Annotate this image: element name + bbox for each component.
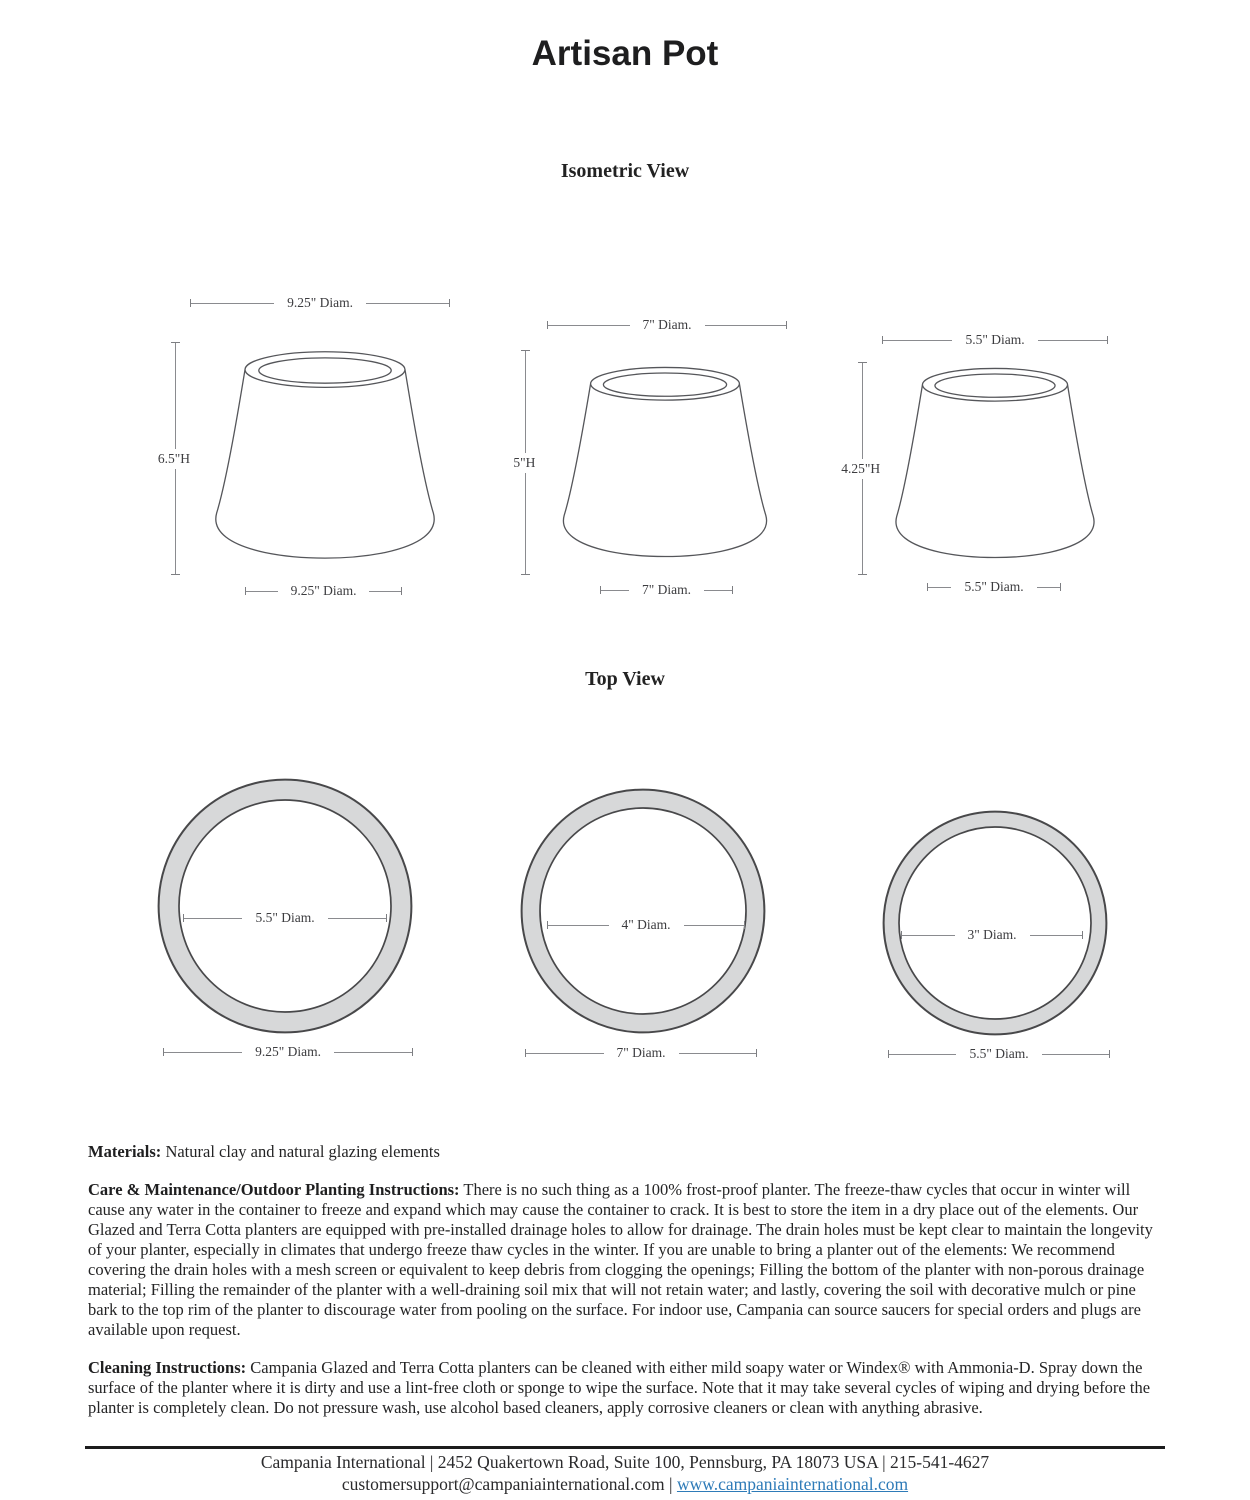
dimension-tick — [1082, 931, 1083, 939]
top-diameter-label: 7" Diam. — [642, 317, 692, 332]
inner-diameter-label: 3" Diam. — [967, 927, 1017, 942]
top-diameter-dimension — [882, 333, 1108, 347]
top-view-figure-small — [882, 810, 1108, 1070]
dimension-tick — [1107, 336, 1108, 344]
care-maintenance-text: There is no such thing as a 100% frost-proof planter. The freeze-thaw cycles that occur in winter will cause any water in the container to freeze and expand which may cause the container to crack. It is best to store the item in a dry place out of the elements. Our Glazed and Terra Cotta planters are equipped with pre-installed drainage holes to allow for drainage. The drain holes must be kept clear to maintain the longevity of your planter, especially in climates that undergo freeze thaw cycles in the winter. If you are unable to bring a planter out of the elements: We recommend covering the drain holes with a mesh screen or equivalent to keep debris from clogging the openings; Filling the bottom of the planter with non-porous drainage material; Filling the remainder of the planter with a well-draining soil mix that will not retain water; and lastly, covering the soil with decorative mulch or pine bark to the top rim of the planter to discourage water from pooling on the surface. For indoor use, Campania can source saucers for special orders and plugs are available upon request. — [88, 1180, 1153, 1339]
dimension-tick — [756, 1049, 757, 1057]
pot-top-view-drawing — [520, 788, 766, 1034]
dimension-cap — [858, 574, 867, 575]
pot-top-view-drawing — [157, 778, 413, 1034]
footer-separator: | — [669, 1474, 673, 1494]
bottom-diameter-label: 9.25" Diam. — [290, 583, 357, 598]
dimension-line — [328, 918, 386, 919]
footer-contact-line — [0, 1474, 1250, 1495]
dimension-line — [526, 1053, 604, 1054]
top-diameter-label: 5.5" Diam. — [965, 332, 1025, 347]
inner-diameter-dimension — [183, 911, 387, 925]
footer-email: customersupport@campaniainternational.com — [341, 1474, 665, 1494]
isometric-view-heading: Isometric View — [560, 160, 690, 182]
dimension-line — [369, 591, 401, 592]
top-view-figure-large — [157, 778, 413, 1068]
footer-website-link[interactable]: www.campaniainternational.com — [676, 1474, 909, 1494]
height-dimension — [157, 342, 191, 575]
height-label: 4.25"H — [838, 459, 883, 479]
top-diameter-dimension — [547, 318, 787, 332]
iso-pot-figure-small — [841, 332, 1135, 598]
dimension-tick — [1109, 1050, 1110, 1058]
dimension-line — [704, 590, 732, 591]
dimension-line — [705, 325, 787, 326]
outer-diameter-dimension — [525, 1046, 757, 1060]
dimension-line — [928, 587, 951, 588]
pot-isometric-drawing — [196, 348, 454, 575]
dimension-cap — [171, 574, 180, 575]
dimension-tick — [386, 914, 387, 922]
materials-text: Natural clay and natural glazing elements — [165, 1142, 440, 1161]
dimension-line — [334, 1052, 412, 1053]
dimension-tick — [732, 586, 733, 594]
dimension-line — [883, 340, 952, 341]
dimension-tick — [401, 587, 402, 595]
care-maintenance-label: Care & Maintenance/Outdoor Planting Instructions: — [88, 1180, 460, 1199]
dimension-line — [366, 303, 449, 304]
dimension-tick — [1060, 583, 1061, 591]
bottom-diameter-label: 5.5" Diam. — [964, 579, 1024, 594]
materials-paragraph — [88, 1142, 1164, 1162]
dimension-line — [1037, 587, 1060, 588]
bottom-diameter-dimension — [245, 584, 402, 598]
pot-top-view-drawing — [882, 810, 1108, 1036]
dimension-line — [191, 303, 274, 304]
top-view-figure-medium — [520, 788, 766, 1070]
bottom-diameter-label: 7" Diam. — [642, 582, 692, 597]
dimension-line — [184, 918, 242, 919]
inner-diameter-label: 5.5" Diam. — [255, 910, 315, 925]
dimension-line — [1038, 340, 1107, 341]
outer-diameter-dimension — [163, 1045, 413, 1059]
inner-diameter-label: 4" Diam. — [621, 917, 671, 932]
dimension-line — [164, 1052, 242, 1053]
outer-diameter-label: 9.25" Diam. — [255, 1044, 321, 1059]
outer-diameter-label: 5.5" Diam. — [969, 1046, 1029, 1061]
dimension-cap — [521, 574, 530, 575]
dimension-line — [548, 925, 609, 926]
dimension-line — [684, 925, 745, 926]
iso-pot-figure-large — [145, 296, 460, 606]
dimension-line — [902, 935, 955, 936]
materials-label: Materials: — [88, 1142, 162, 1161]
cleaning-text: Campania Glazed and Terra Cotta planters can be cleaned with either mild soapy water or Windex® with Ammonia-D. Spray down the surface of the planter where it is dirty and use a lint-free cloth or sponge to wipe the surface. Note that it may take several cycles of wiping and drying before the planter is completely clean. Do not pressure wash, use alcohol based cleaners, apply corrosive cleaners or clean with anything abrasive. — [88, 1358, 1151, 1417]
height-dimension — [513, 350, 536, 575]
dimension-line — [1042, 1054, 1109, 1055]
care-maintenance-paragraph — [88, 1180, 1164, 1340]
dimension-line — [601, 590, 629, 591]
height-label: 5"H — [510, 453, 538, 473]
cleaning-paragraph — [88, 1358, 1164, 1418]
footer-address-line: Campania International | 2452 Quakertown Road, Suite 100, Pennsburg, PA 18073 USA | 215-541-4627 — [260, 1452, 990, 1472]
bottom-diameter-dimension — [600, 583, 733, 597]
pot-isometric-drawing — [545, 364, 785, 572]
dimension-line — [1030, 935, 1083, 936]
dimension-line — [548, 325, 630, 326]
page-title: Artisan Pot — [531, 34, 719, 73]
pot-isometric-drawing — [878, 365, 1112, 573]
dimension-tick — [449, 299, 450, 307]
inner-diameter-dimension — [901, 928, 1083, 942]
inner-diameter-dimension — [547, 918, 745, 932]
dimension-tick — [744, 921, 745, 929]
outer-diameter-dimension — [888, 1047, 1110, 1061]
footer-divider — [85, 1446, 1165, 1449]
cleaning-label: Cleaning Instructions: — [88, 1358, 247, 1377]
dimension-line — [246, 591, 278, 592]
top-diameter-dimension — [190, 296, 450, 310]
iso-pot-figure-medium — [505, 318, 805, 608]
height-label: 6.5"H — [155, 449, 193, 469]
top-view-heading: Top View — [585, 668, 665, 690]
dimension-tick — [786, 321, 787, 329]
bottom-diameter-dimension — [927, 580, 1061, 594]
dimension-line — [889, 1054, 956, 1055]
outer-diameter-label: 7" Diam. — [616, 1045, 666, 1060]
height-dimension — [841, 362, 881, 575]
dimension-tick — [412, 1048, 413, 1056]
dimension-line — [679, 1053, 757, 1054]
top-diameter-label: 9.25" Diam. — [287, 295, 353, 310]
